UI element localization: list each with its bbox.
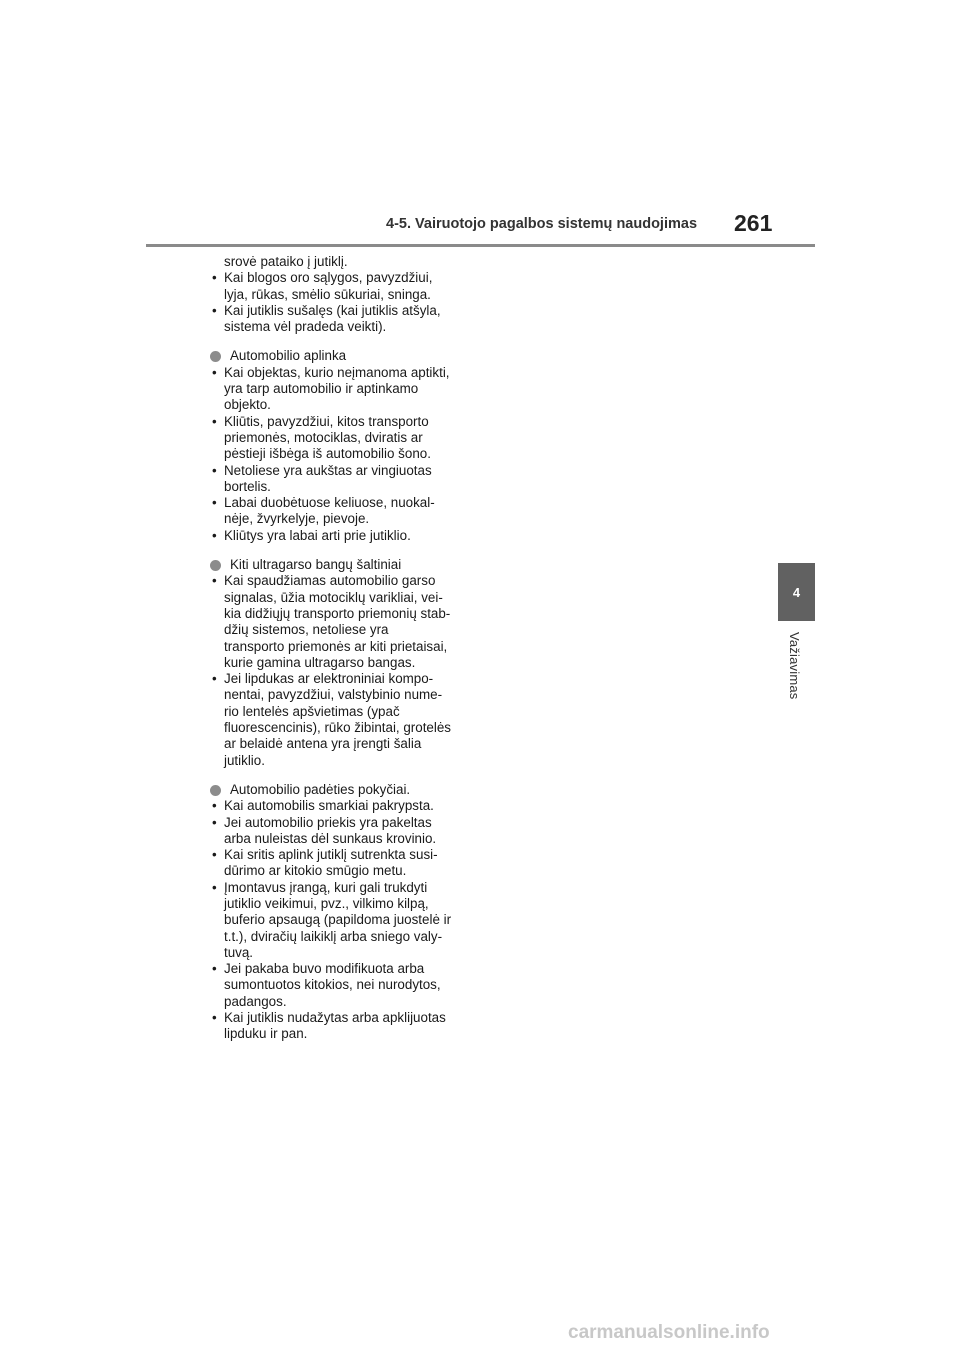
condition-section [210,557,480,769]
list-item-line: buferio apsaugą (papildoma juostelė ir [224,912,452,928]
list-item-line: rio lentelės apšvietimas (ypač [224,703,400,719]
list-item-line: • Jei lipdukas ar elektroniniai kompo- [224,671,434,687]
chapter-tab [778,563,815,621]
list-item-line: • Kai spaudžiamas automobilio garso [224,573,436,589]
list-item-line: • Jei automobilio priekis yra pakeltas [224,814,432,830]
list-item-line: nėje, žvyrkelyje, pievoje. [224,511,370,527]
page-number: 261 [734,210,773,236]
list-item [210,880,480,961]
list-item-line: kia didžiųjų transporto priemonių stab- [224,605,451,621]
list-item-line: lipduku ir pan. [224,1026,308,1042]
list-item [210,573,480,671]
circle-bullet-icon [210,785,221,796]
list-item [210,847,480,880]
list-item [210,1010,480,1043]
list-item-line: sistema vėl pradeda veikti). [224,319,387,335]
list-item-line: • Jei pakaba buvo modifikuota arba [224,961,425,977]
list-item [210,463,480,496]
list-item [210,815,480,848]
list-item-line: • Netoliese yra aukštas ar vingiuotas [224,462,432,478]
list-item-line: sumontuotos kitokios, nei nurodytos, [224,977,441,993]
list-item-line: objekto. [224,397,271,413]
list-item-line: • Kai objektas, kurio neįmanoma aptikti, [224,364,450,380]
section-title: 4-5. Vairuotojo pagalbos sistemų naudojimas [386,216,698,232]
section-heading [210,557,480,573]
section-heading [210,348,480,364]
list-item-line: nentai, pavyzdžiui, valstybinio nume- [224,687,443,703]
list-item-line: • Kai sritis aplink jutiklį sutrenkta susi- [224,847,438,863]
condition-section [210,348,480,544]
list-item-line: signalas, ūžia motociklų varikliai, vei- [224,589,443,605]
body-text [210,254,480,1043]
list-item-line: džių sistemos, netoliese yra [224,622,389,638]
condition-section [210,782,480,1043]
list-item [210,961,480,1010]
circle-bullet-icon [210,351,221,362]
list-item-line: • Kai automobilis smarkiai pakrypsta. [224,798,434,814]
watermark: carmanualsonline.info [568,1322,770,1343]
list-item [210,798,480,814]
list-item-line: tuvą. [224,944,254,960]
list-item [210,414,480,463]
list-item [210,671,480,769]
list-item [210,495,480,528]
list-item-line: • Kliūtys yra labai arti prie jutiklio. [224,527,411,543]
list-item-line: • Kai blogos oro sąlygos, pavyzdžiui, [224,270,433,286]
list-item-line: jutiklio. [224,752,265,768]
section-heading [210,782,480,798]
circle-bullet-icon [210,560,221,571]
header-divider [146,244,815,247]
list-item-line: dūrimo ar kitokio smūgio metu. [224,863,407,879]
chapter-number: 4 [792,584,801,600]
list-item-line: padangos. [224,993,287,1009]
list-item-line: transporto priemonės ar kiti prietaisai, [224,638,448,654]
list-item-line: ar belaidė antena yra įrengti šalia [224,736,422,752]
chapter-label: Važiavimas [787,632,802,700]
list-item [210,365,480,414]
list-item-line: lyja, rūkas, smėlio sūkuriai, sninga. [224,286,431,302]
section-heading-text: Automobilio padėties pokyčiai. [230,781,411,797]
list-item-line: bortelis. [224,478,271,494]
section-heading-text: Kiti ultragarso bangų šaltiniai [230,557,402,573]
section-heading-text: Automobilio aplinka [230,348,347,364]
list-item-line: priemonės, motociklas, dviratis ar [224,429,423,445]
list-item-line: jutiklio veikimui, pvz., vilkimo kilpą, [224,895,429,911]
list-item-line: pėstieji išbėga iš automobilio šono. [224,446,431,462]
list-item-line: • Labai duobėtuose keliuose, nuokal- [224,495,435,511]
list-item-line: t.t.), dviračių laikiklį arba sniego valy- [224,928,443,944]
list-item-line: yra tarp automobilio ir aptinkamo [224,381,419,397]
continued-line: srovė pataiko į jutiklį. [224,254,348,269]
list-item-line: fluorescencinis), rūko žibintai, grotelės [224,720,452,736]
list-item [210,528,480,544]
list-item-line: • Įmontavus įrangą, kuri gali trukdyti [224,879,428,895]
list-item-line: • Kai jutiklis nudažytas arba apklijuotas [224,1010,446,1026]
list-item-line: kurie gamina ultragarso bangas. [224,654,416,670]
list-item [210,270,480,303]
list-item-line: arba nuleistas dėl sunkaus krovinio. [224,830,437,846]
list-item-line: • Kai jutiklis sušalęs (kai jutiklis atšyla, [224,302,441,318]
list-item-line: • Kliūtis, pavyzdžiui, kitos transporto [224,413,429,429]
list-item [210,303,480,336]
